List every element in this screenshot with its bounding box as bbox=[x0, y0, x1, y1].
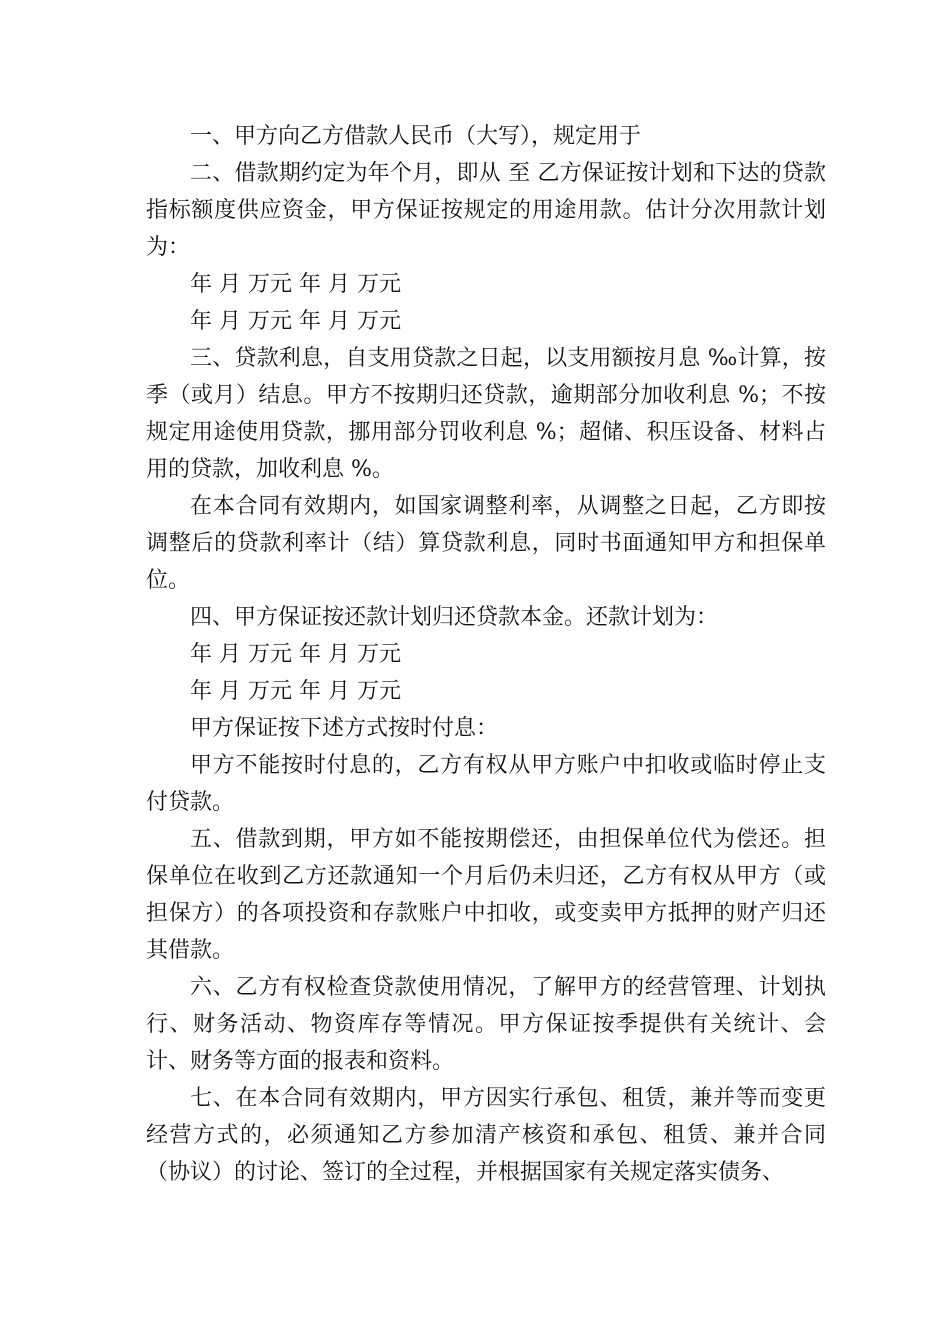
clause-7-business-change: 七、在本合同有效期内，甲方因实行承包、租赁，兼并等而变更经营方式的，必须通知乙方参加清产核资和承包、租赁、兼并合同（协议）的讨论、签订的全过程，并根据国家有关规定落实债务、 bbox=[146, 1086, 826, 1185]
clause-1-loan-amount: 一、甲方向乙方借款人民币（大写），规定用于 bbox=[190, 124, 642, 149]
interest-rate-adjustment: 在本合同有效期内，如国家调整利率，从调整之日起，乙方即按调整后的贷款利率计（结）算贷款利息，同时书面通知甲方和担保单位。 bbox=[146, 494, 826, 593]
late-interest-remedy: 甲方不能按时付息的，乙方有权从甲方账户中扣收或临时停止支付贷款。 bbox=[146, 753, 826, 815]
clause-3-interest: 三、贷款利息，自支用贷款之日起，以支用额按月息 ‰计算，按季（或月）结息。甲方不按期归还贷款，逾期部分加收利息 %；不按规定用途使用贷款，挪用部分罚收利息 %；超储、积压设备、材料占用的贷款，加收利息 %。 bbox=[146, 346, 826, 482]
document-body bbox=[146, 118, 826, 1191]
repayment-plan-line-2: 年 月 万元 年 月 万元 bbox=[190, 679, 401, 704]
clause-5-maturity: 五、借款到期，甲方如不能按期偿还，由担保单位代为偿还。担保单位在收到乙方还款通知一个月后仍未归还，乙方有权从甲方（或担保方）的各项投资和存款账户中扣收，或变卖甲方抵押的财产归还其借款。 bbox=[146, 827, 826, 963]
disbursement-plan-line-1: 年 月 万元 年 月 万元 bbox=[190, 272, 401, 297]
interest-payment-method: 甲方保证按下述方式按时付息： bbox=[190, 716, 499, 741]
clause-4-repayment: 四、甲方保证按还款计划归还贷款本金。还款计划为： bbox=[190, 605, 719, 630]
clause-6-inspection: 六、乙方有权检查贷款使用情况，了解甲方的经营管理、计划执行、财务活动、物资库存等情况。甲方保证按季提供有关统计、会计、财务等方面的报表和资料。 bbox=[146, 975, 826, 1074]
disbursement-plan-line-2: 年 月 万元 年 月 万元 bbox=[190, 309, 401, 334]
clause-2-loan-term: 二、借款期约定为年个月，即从 至 乙方保证按计划和下达的贷款指标额度供应资金，甲方保证按规定的用途用款。估计分次用款计划为： bbox=[146, 161, 826, 260]
repayment-plan-line-1: 年 月 万元 年 月 万元 bbox=[190, 642, 401, 667]
